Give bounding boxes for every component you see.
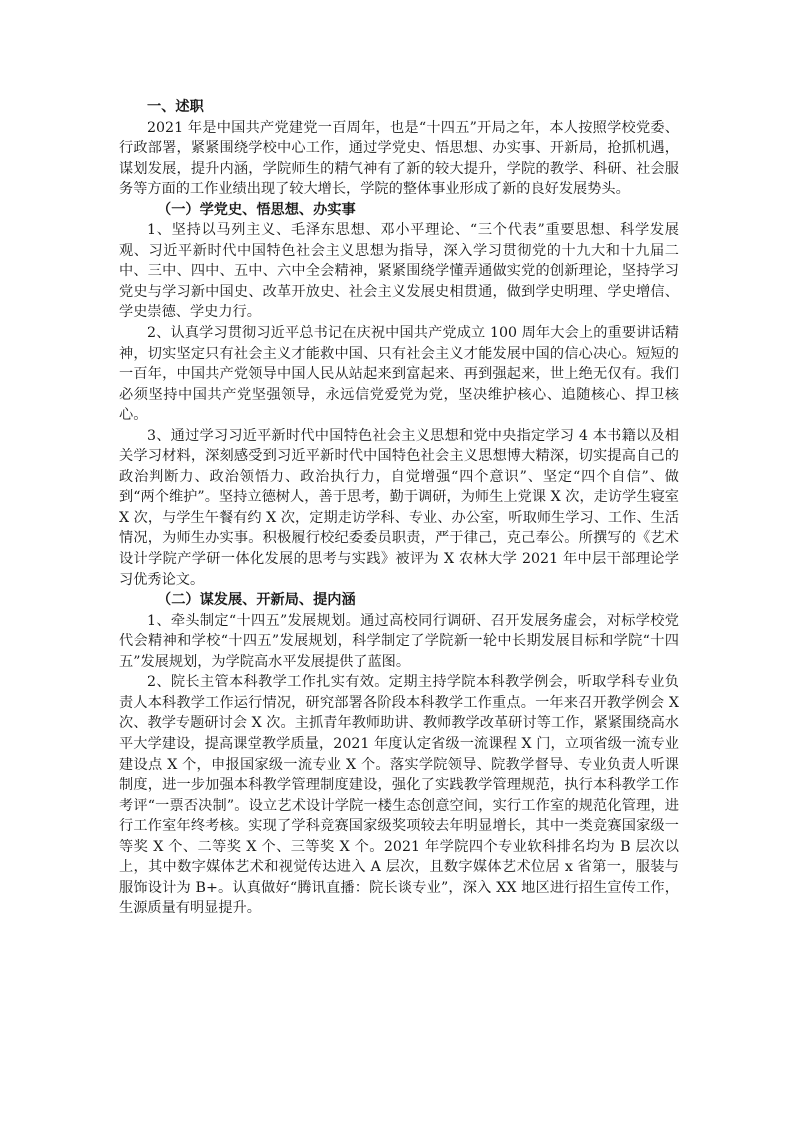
section-heading: 一、述职	[147, 99, 204, 115]
document-page	[119, 97, 679, 919]
part1-item-1: 1、坚持以马列主义、毛泽东思想、邓小平理论、“三个代表”重要思想、科学发展观、习近平新时代中国特色社会主义思想为指导，深入学习贯彻党的十九大和十九届二中、三中、四中、五中、六中全会精神，紧紧围绕学懂弄通做实党的创新理论，坚持学习党史与学习新中国史、改革开放史、社会主义发展史相贯通，做到学史明理、学史增信、学史崇德、学史力行。	[119, 222, 679, 321]
part2-heading: （二）谋发展、开新局、提内涵	[157, 592, 356, 609]
part1-item-2: 2、认真学习贯彻习近平总书记在庆祝中国共产党成立 100 周年大会上的重要讲话精神，切实坚定只有社会主义才能救中国、只有社会主义才能发展中国的信心决心。短短的一百年，中国共产党领导中国人民从站起来到富起来、再到强起来，世上绝无仅有。我们必须坚持中国共产党坚强领导，永远信党爱党为党，坚决维护核心、追随核心、捍卫核心。	[119, 325, 679, 424]
intro-paragraph: 2021 年是中国共产党建党一百周年，也是“十四五”开局之年，本人按照学校党委、行政部署，紧紧围绕学校中心工作，通过学党史、悟思想、办实事、开新局，抢抓机遇，谋划发展，提升内涵，学院师生的精气神有了新的较大提升，学院的教学、科研、社会服务等方面的工作业绩出现了较大增长，学院的整体事业形成了新的良好发展势头。	[119, 119, 679, 198]
part2-item-1: 1、牵头制定“十四五”发展规划。通过高校同行调研、召开发展务虚会，对标学校党代会精神和学校“十四五”发展规划，科学制定了学院新一轮中长期发展目标和学院“十四五”发展规划，为学院高水平发展提供了蓝图。	[119, 612, 679, 670]
part1-item-3: 3、通过学习习近平新时代中国特色社会主义思想和党中央指定学习 4 本书籍以及相关学习材料，深刻感受到习近平新时代中国特色社会主义思想博大精深，切实提高自己的政治判断力、政治领悟力、政治执行力，自觉增强“四个意识”、坚定“四个自信”、做到“两个维护”。坚持立德树人，善于思考，勤于调研，为师生上党课 X 次，走访学生寝室 X 次，与学生午餐有约 X 次，定期走访学科、专业、办公室，听取师生学习、工作、生活情况，为师生办实事。积极履行校纪委委员职责，严于律己，克己奉公。所撰写的《艺术设计学院产学研一体化发展的思考与实践》被评为 X 农林大学 2021 年中层干部理论学习优秀论文。	[119, 427, 679, 588]
part1-heading: （一）学党史、悟思想、办实事	[157, 201, 356, 218]
part2-item-2: 2、院长主管本科教学工作扎实有效。定期主持学院本科教学例会，听取学科专业负责人本科教学工作运行情况，研究部署各阶段本科教学工作重点。一年来召开教学例会 X 次、教学专题研讨会 X 次。主抓青年教师助讲、教师教学改革研讨等工作，紧紧围绕高水平大学建设，提高课堂教学质量，2021 年度认定省级一流课程 X 门，立项省级一流专业建设点 X 个，申报国家级一流专业 X 个。落实学院领导、院教学督导、专业负责人听课制度，进一步加强本科教学管理制度建设，强化了实践教学管理规范，执行本科教学工作考评“一票否决制”。设立艺术设计学院一楼生态创意空间，实行工作室的规范化管理，进行工作室年终考核。实现了学科竞赛国家级奖项较去年明显增长，其中一类竞赛国家级一等奖 X 个、二等奖 X 个、三等奖 X 个。2021 年学院四个专业软科排名均为 B 层次以上，其中数字媒体艺术和视觉传达进入 A 层次，且数字媒体艺术位居 x 省第一，服装与服饰设计为 B+。认真做好“腾讯直播：院长谈专业”，深入 XX 地区进行招生宣传工作，生源质量有明显提升。	[119, 674, 679, 917]
